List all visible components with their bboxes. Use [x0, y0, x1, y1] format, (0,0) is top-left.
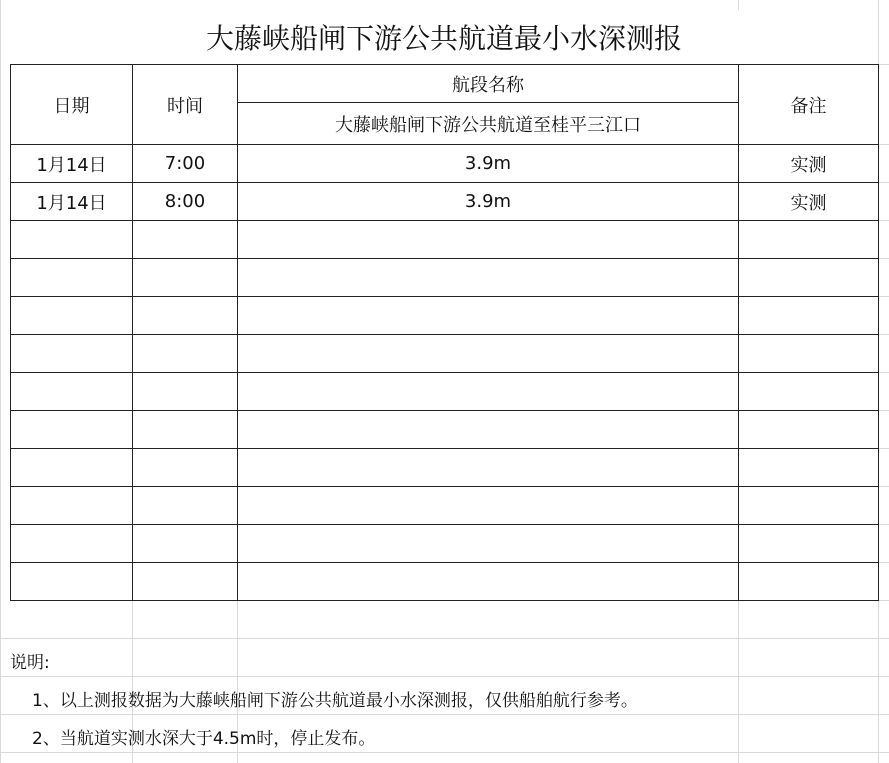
empty-cell[interactable]: [133, 221, 238, 259]
empty-cell[interactable]: [133, 335, 238, 373]
empty-cell[interactable]: [11, 297, 133, 335]
empty-cell[interactable]: [133, 563, 238, 601]
empty-cell[interactable]: [739, 297, 879, 335]
empty-cell[interactable]: [238, 297, 739, 335]
empty-cell[interactable]: [133, 259, 238, 297]
empty-cell[interactable]: [133, 297, 238, 335]
empty-cell[interactable]: [238, 563, 739, 601]
cell-depth[interactable]: 3.9m: [238, 183, 739, 221]
empty-row: [11, 487, 879, 525]
empty-cell[interactable]: [238, 259, 739, 297]
empty-row: [11, 411, 879, 449]
empty-cell[interactable]: [11, 221, 133, 259]
empty-cell[interactable]: [739, 259, 879, 297]
report-title[interactable]: 大藤峡船闸下游公共航道最小水深测报: [10, 10, 878, 64]
empty-row: [11, 525, 879, 563]
empty-cell[interactable]: [238, 525, 739, 563]
empty-cell[interactable]: [133, 525, 238, 563]
empty-cell[interactable]: [238, 411, 739, 449]
empty-row: [11, 221, 879, 259]
note-line-2[interactable]: 2、当航道实测水深大于4.5m时，停止发布。: [32, 729, 376, 749]
table-row: [11, 145, 879, 183]
cell-date[interactable]: 1月14日: [11, 183, 133, 221]
empty-cell[interactable]: [11, 525, 133, 563]
empty-row: [11, 335, 879, 373]
depth-report-table: [10, 64, 879, 601]
empty-cell[interactable]: [11, 563, 133, 601]
empty-cell[interactable]: [238, 221, 739, 259]
empty-cell[interactable]: [133, 411, 238, 449]
empty-row: [11, 449, 879, 487]
empty-cell[interactable]: [11, 449, 133, 487]
empty-cell[interactable]: [133, 487, 238, 525]
empty-row: [11, 259, 879, 297]
table-row: [11, 183, 879, 221]
empty-cell[interactable]: [133, 449, 238, 487]
empty-cell[interactable]: [739, 487, 879, 525]
empty-cell[interactable]: [238, 449, 739, 487]
cell-depth[interactable]: 3.9m: [238, 145, 739, 183]
header-segment-group[interactable]: 航段名称: [238, 65, 739, 103]
empty-cell[interactable]: [739, 563, 879, 601]
empty-row: [11, 373, 879, 411]
empty-cell[interactable]: [11, 487, 133, 525]
empty-cell[interactable]: [238, 335, 739, 373]
header-date[interactable]: 日期: [11, 65, 133, 145]
empty-row: [11, 563, 879, 601]
empty-cell[interactable]: [739, 449, 879, 487]
cell-time[interactable]: 8:00: [133, 183, 238, 221]
empty-row: [11, 297, 879, 335]
empty-cell[interactable]: [739, 221, 879, 259]
empty-cell[interactable]: [739, 411, 879, 449]
cell-remark[interactable]: 实测: [739, 145, 879, 183]
empty-cell[interactable]: [11, 411, 133, 449]
cell-remark[interactable]: 实测: [739, 183, 879, 221]
header-remark[interactable]: 备注: [739, 65, 879, 145]
cell-time[interactable]: 7:00: [133, 145, 238, 183]
note-line-1[interactable]: 1、以上测报数据为大藤峡船闸下游公共航道最小水深测报，仅供船舶航行参考。: [32, 691, 638, 711]
empty-cell[interactable]: [238, 487, 739, 525]
empty-cell[interactable]: [11, 373, 133, 411]
empty-cell[interactable]: [739, 525, 879, 563]
header-time[interactable]: 时间: [133, 65, 238, 145]
empty-cell[interactable]: [739, 373, 879, 411]
header-segment-name[interactable]: 大藤峡船闸下游公共航道至桂平三江口: [238, 103, 739, 145]
empty-cell[interactable]: [11, 335, 133, 373]
notes-heading[interactable]: 说明:: [10, 653, 50, 673]
empty-cell[interactable]: [238, 373, 739, 411]
cell-date[interactable]: 1月14日: [11, 145, 133, 183]
empty-cell[interactable]: [11, 259, 133, 297]
empty-cell[interactable]: [739, 335, 879, 373]
empty-cell[interactable]: [133, 373, 238, 411]
